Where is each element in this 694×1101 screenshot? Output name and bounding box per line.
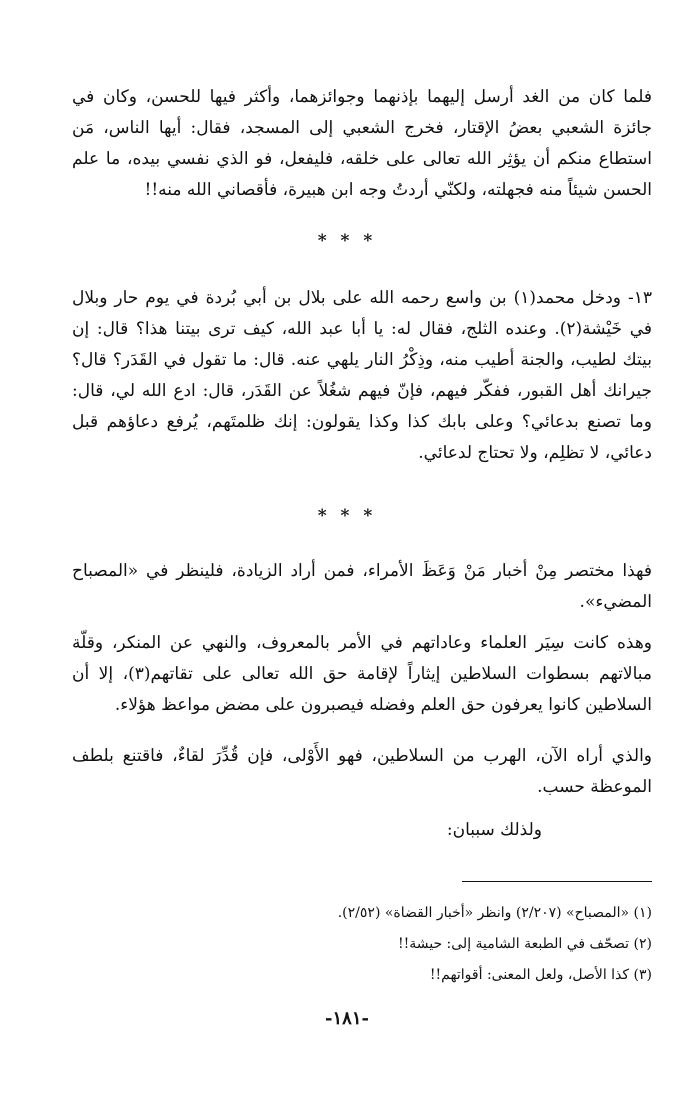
footnotes bbox=[72, 898, 652, 991]
footnote-1: (١) «المصباح» (٢/٢٠٧) وانظر «أخبار القضاة» (٢/٥٢). bbox=[337, 905, 652, 921]
paragraph-text: فلما كان من الغد أرسل إليهما بإذنهما وجوائزهما، وأكثر فيها للحسن، وكان في جائزة الشعبي بعضُ الإقتار، فخرج الشعبي إلى المسجد، فقال: أيها الناس، مَن استطاع منكم أن يؤثِر الله تعالى على خلقه، فليفعل، فو الذي نفسي بيده، ما علم الحسن شيئاً منه فجهلته، ولكنّي أردتُ وجه ابن هبيرة، فأقصاني الله منه!! bbox=[72, 87, 652, 200]
footnote-3: (٣) كذا الأصل، ولعل المعنى: أقواتهم!! bbox=[429, 967, 652, 983]
paragraph-scholars-conduct bbox=[72, 628, 652, 721]
paragraph-hasan-shabi-story bbox=[72, 82, 652, 206]
paragraph-two-reasons bbox=[72, 815, 542, 846]
paragraph-text: ١٣- ودخل محمد(١) بن واسع رحمه الله على بلال بن أبي بُردة في يوم حار وبلال في خَيْشة(٢). وعنده الثلج، فقال له: يا أبا عبد الله، كيف ترى بيتنا هذا؟ قال: إن بيتك لطيب، والجنة أطيب منه، وذِكْرُ النار يلهي عنه. قال: ما تقول في القَدَر؟ قال؟ جيرانك أهل القبور، ففكّر فيهم، فإنّ فيهم شغُلاً عن القَدَر، قال: ادع الله لي، قال: وما تصنع بدعائي؟ وعلى بابك كذا وكذا يقولون: إنك ظلمتَهم، يُرفع دعاؤهم قبل دعائي، لا تظلِم، ولا تحتاج لدعائي. bbox=[72, 288, 652, 463]
paragraph-text: ولذلك سببان: bbox=[446, 820, 542, 840]
paragraph-muhammad-ibn-wasi bbox=[72, 283, 652, 469]
section-separator: * * * bbox=[317, 506, 377, 526]
paragraph-author-opinion bbox=[72, 741, 652, 803]
footnote-2: (٢) تصحّف في الطبعة الشامية إلى: حيشة!! bbox=[397, 936, 652, 952]
paragraph-text: وهذه كانت سِيَر العلماء وعاداتهم في الأمر بالمعروف، والنهي عن المنكر، وقلّة مبالاتهم بسطوات السلاطين إيثاراً لإقامة حق الله تعالى على تقاتهم(٣)، إلا أن السلاطين كانوا يعرفون حق العلم وفضله فيصبرون على مضض مواعظ هؤلاء. bbox=[72, 633, 653, 715]
paragraph-summary bbox=[72, 556, 652, 618]
paragraph-text: والذي أراه الآن، الهرب من السلاطين، فهو الأَوْلى، فإن قُدِّرَ لقاءٌ، فاقتنع بلطف الموعظة حسب. bbox=[72, 746, 652, 797]
page-number: -١٨١- bbox=[325, 1008, 369, 1029]
section-separator: * * * bbox=[317, 231, 377, 251]
footnote-divider bbox=[462, 881, 652, 882]
paragraph-text: فهذا مختصر مِنْ أخبار مَنْ وَعَظَ الأمراء، فمن أراد الزيادة، فلينظر في «المصباح المضيء». bbox=[72, 561, 652, 612]
